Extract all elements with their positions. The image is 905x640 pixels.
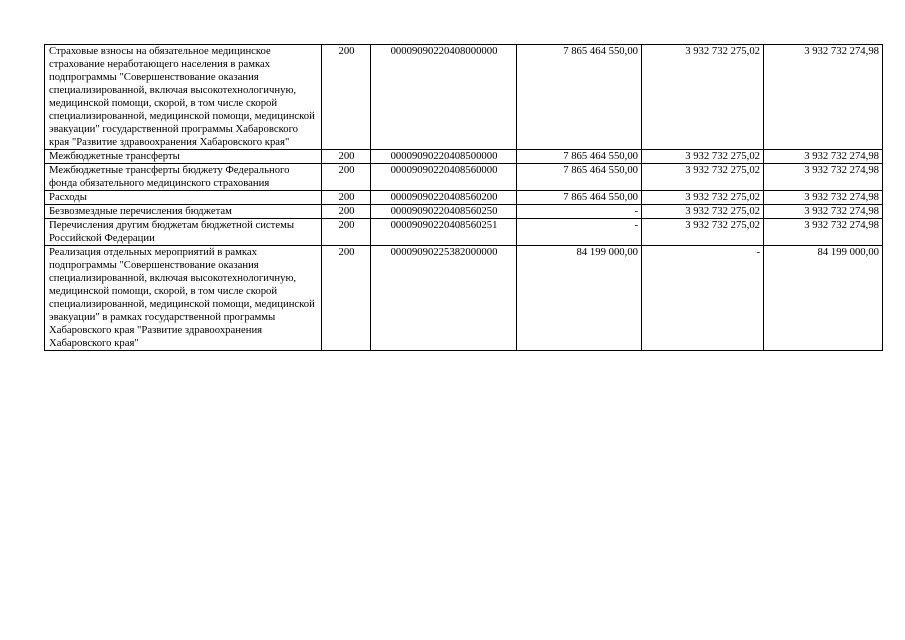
row-amount-2: 3 932 732 275,02 bbox=[642, 219, 764, 246]
row-name: Безвозмездные перечисления бюджетам bbox=[45, 205, 322, 219]
row-admin-code: 200 bbox=[322, 191, 371, 205]
row-budget-code: 00009090220408560000 bbox=[371, 164, 517, 191]
row-amount-3: 3 932 732 274,98 bbox=[764, 45, 883, 150]
table-row bbox=[45, 191, 883, 205]
row-amount-3: 3 932 732 274,98 bbox=[764, 191, 883, 205]
table-row bbox=[45, 164, 883, 191]
row-amount-3: 3 932 732 274,98 bbox=[764, 219, 883, 246]
row-amount-2: - bbox=[642, 246, 764, 351]
table-row bbox=[45, 205, 883, 219]
row-amount-1: 7 865 464 550,00 bbox=[517, 150, 642, 164]
table-row bbox=[45, 219, 883, 246]
row-name: Страховые взносы на обязательное медицинское страхование неработающего населения в рамках подпрограммы "Совершенствование оказания специализированной, включая высокотехнологичную, медицинской помощи, скорой, в том числе скорой специализированной, медицинской помощи, медицинской эвакуации" государственной программы Хабаровского края "Развитие здравоохранения Хабаровского края" bbox=[45, 45, 322, 150]
row-name: Межбюджетные трансферты bbox=[45, 150, 322, 164]
row-amount-2: 3 932 732 275,02 bbox=[642, 205, 764, 219]
row-name: Реализация отдельных мероприятий в рамках подпрограммы "Совершенствование оказания специализированной, включая высокотехнологичную, медицинской помощи, скорой, в том числе скорой специализированной, медицинской помощи, медицинской эвакуации" в рамках государственной программы Хабаровского края "Развитие здравоохранения Хабаровского края" bbox=[45, 246, 322, 351]
row-admin-code: 200 bbox=[322, 246, 371, 351]
row-budget-code: 00009090220408560251 bbox=[371, 219, 517, 246]
row-name: Перечисления другим бюджетам бюджетной системы Российской Федерации bbox=[45, 219, 322, 246]
row-budget-code: 00009090220408000000 bbox=[371, 45, 517, 150]
row-amount-2: 3 932 732 275,02 bbox=[642, 191, 764, 205]
row-amount-1: - bbox=[517, 219, 642, 246]
row-amount-3: 3 932 732 274,98 bbox=[764, 164, 883, 191]
row-budget-code: 00009090225382000000 bbox=[371, 246, 517, 351]
row-budget-code: 00009090220408500000 bbox=[371, 150, 517, 164]
row-admin-code: 200 bbox=[322, 205, 371, 219]
row-amount-1: 7 865 464 550,00 bbox=[517, 191, 642, 205]
budget-table bbox=[44, 44, 883, 351]
row-admin-code: 200 bbox=[322, 150, 371, 164]
row-amount-2: 3 932 732 275,02 bbox=[642, 150, 764, 164]
row-name: Межбюджетные трансферты бюджету Федерального фонда обязательного медицинского страхования bbox=[45, 164, 322, 191]
row-amount-3: 3 932 732 274,98 bbox=[764, 205, 883, 219]
table-row bbox=[45, 150, 883, 164]
row-budget-code: 00009090220408560200 bbox=[371, 191, 517, 205]
row-amount-1: - bbox=[517, 205, 642, 219]
table-row bbox=[45, 246, 883, 351]
row-amount-2: 3 932 732 275,02 bbox=[642, 164, 764, 191]
row-amount-3: 84 199 000,00 bbox=[764, 246, 883, 351]
row-amount-2: 3 932 732 275,02 bbox=[642, 45, 764, 150]
row-admin-code: 200 bbox=[322, 45, 371, 150]
table-row bbox=[45, 45, 883, 150]
row-amount-1: 7 865 464 550,00 bbox=[517, 164, 642, 191]
row-admin-code: 200 bbox=[322, 219, 371, 246]
row-admin-code: 200 bbox=[322, 164, 371, 191]
row-amount-3: 3 932 732 274,98 bbox=[764, 150, 883, 164]
row-name: Расходы bbox=[45, 191, 322, 205]
row-budget-code: 00009090220408560250 bbox=[371, 205, 517, 219]
row-amount-1: 84 199 000,00 bbox=[517, 246, 642, 351]
row-amount-1: 7 865 464 550,00 bbox=[517, 45, 642, 150]
